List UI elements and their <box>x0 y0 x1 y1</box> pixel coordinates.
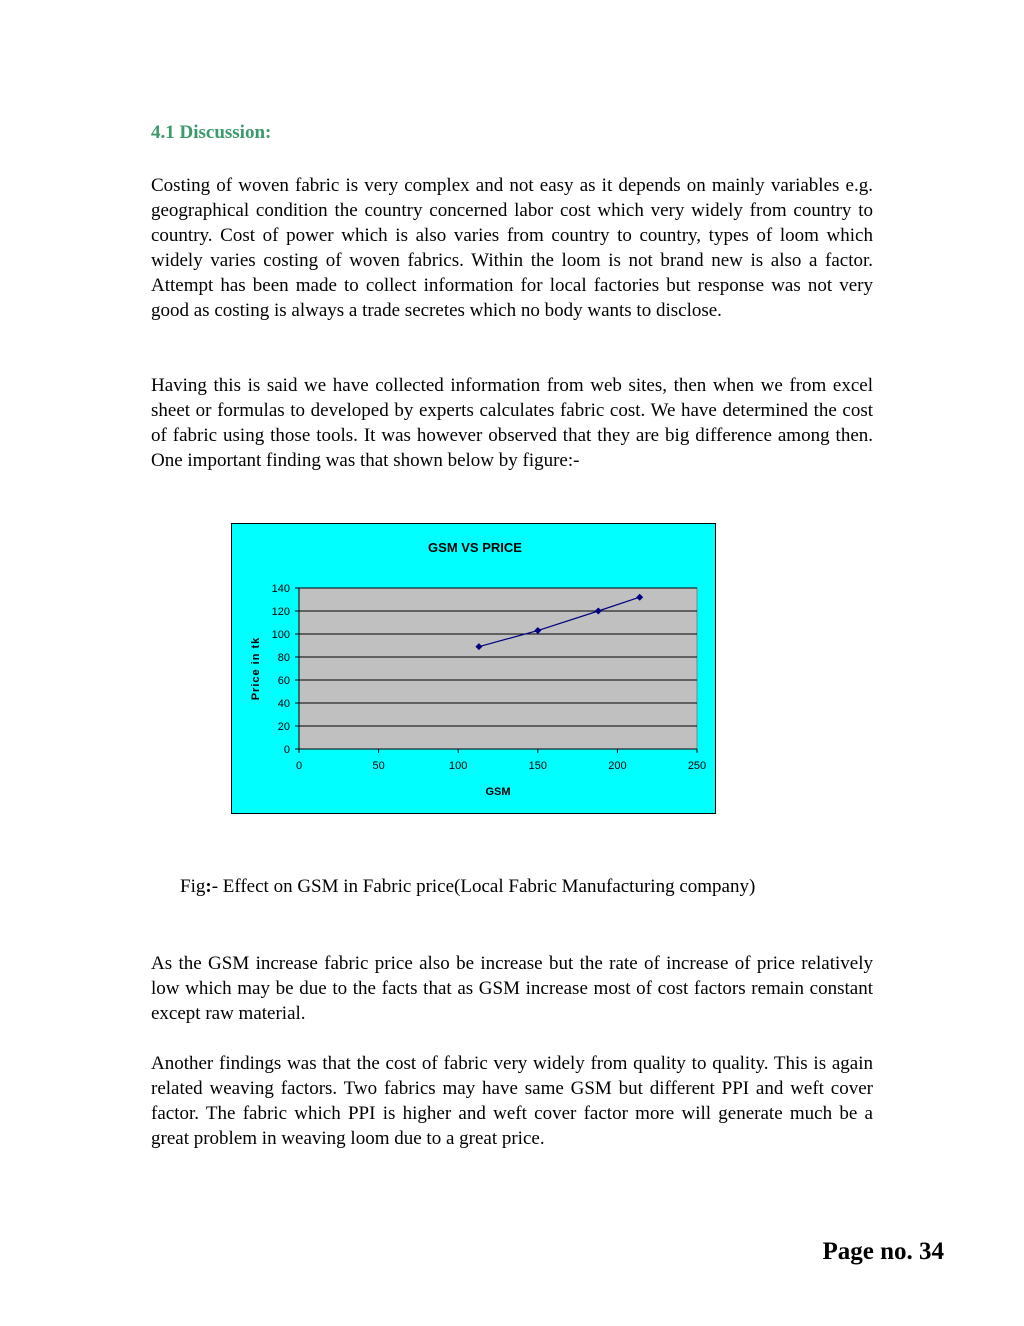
y-tick-label: 40 <box>277 698 290 710</box>
plot-area <box>299 588 697 749</box>
caption-prefix: Fig <box>180 876 206 897</box>
caption-text: - Effect on GSM in Fabric price(Local Fabric Manufacturing company) <box>211 876 756 897</box>
x-axis-label: GSM <box>485 786 511 798</box>
y-tick-label: 100 <box>271 629 290 641</box>
x-tick-label: 0 <box>295 760 303 772</box>
page-number: Page no. 34 <box>822 1238 944 1265</box>
x-tick-label: 250 <box>687 760 707 772</box>
y-tick-label: 60 <box>277 675 290 687</box>
y-axis-label: Price in tk <box>250 636 262 701</box>
caption-colon: : <box>205 876 212 897</box>
y-tick-label: 80 <box>277 652 290 664</box>
x-tick-label: 150 <box>528 760 547 772</box>
section-heading: 4.1 Discussion: <box>151 122 272 143</box>
gsm-price-chart <box>231 523 716 814</box>
y-tick-label: 0 <box>283 744 290 756</box>
paragraph-gsm-increase: As the GSM increase fabric price also be increase but the rate of increase of price relatively low which may be due to the facts that as GSM increase most of cost factors remain constant except raw material. <box>151 953 873 1024</box>
paragraph-quality: Another findings was that the cost of fabric very widely from quality to quality. This is again related weaving factors. Two fabrics may have same GSM but different PPI and weft cover factor. The fabric which PPI is higher and weft cover factor more will generate much be a great problem in weaving loom due to a great price. <box>151 1053 873 1149</box>
paragraph-web-sources: Having this is said we have collected information from web sites, then when we from excel sheet or formulas to developed by experts calculates fabric cost. We have determined the cost of fabric using those tools. It was however observed that they are big difference among then. One important finding was that shown below by figure:- <box>151 375 873 471</box>
y-tick-label: 120 <box>271 606 290 618</box>
y-tick-label: 20 <box>277 721 290 733</box>
figure-caption <box>180 876 755 898</box>
y-tick-label: 140 <box>271 583 290 595</box>
chart-svg <box>232 524 717 815</box>
x-tick-label: 100 <box>449 760 468 772</box>
paragraph-costing: Costing of woven fabric is very complex and not easy as it depends on mainly variables e.g. geographical condition the country concerned labor cost which very widely from country to country. Cost of power which is also varies from country to country, types of loom which widely varies costing of woven fabrics. Within the loom is not brand new is also a factor. Attempt has been made to collect information for local factories but response was not very good as costing is always a trade secretes which no body wants to disclose. <box>151 175 873 321</box>
x-tick-label: 50 <box>372 760 385 772</box>
chart-title: GSM VS PRICE <box>428 540 522 555</box>
x-tick-label: 200 <box>608 760 627 772</box>
